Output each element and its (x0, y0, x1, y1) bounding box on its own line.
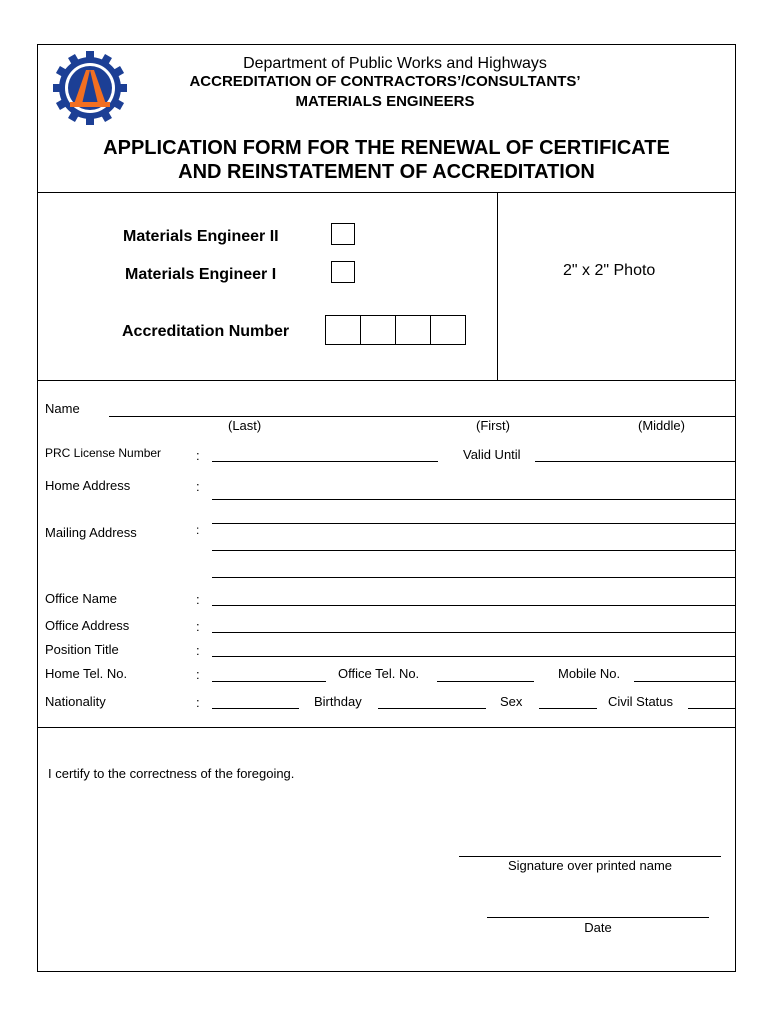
home-address-label: Home Address (45, 478, 131, 493)
me1-checkbox[interactable] (331, 261, 355, 283)
divider-header (37, 192, 736, 193)
name-field[interactable] (109, 416, 736, 417)
mailing-address-field[interactable] (212, 550, 736, 551)
position-title-label: Position Title (45, 642, 119, 657)
divider-fields (37, 727, 736, 728)
office-address-field[interactable] (212, 632, 736, 633)
acc-digit-cell[interactable] (396, 316, 431, 344)
me2-checkbox[interactable] (331, 223, 355, 245)
office-name-label: Office Name (45, 591, 118, 606)
date-line[interactable] (487, 917, 709, 918)
colon: : (196, 448, 200, 463)
me1-label: Materials Engineer I (125, 266, 277, 283)
divider-category (37, 380, 736, 381)
signature-caption: Signature over printed name (507, 858, 673, 873)
birthday-label: Birthday (314, 694, 362, 709)
position-title-field[interactable] (212, 656, 736, 657)
photo-placeholder: 2" x 2" Photo (563, 262, 656, 279)
civil-status-label: Civil Status (608, 694, 674, 709)
department-name: Department of Public Works and Highways (243, 55, 547, 72)
me2-label: Materials Engineer II (123, 228, 279, 245)
middle-name-caption: (Middle) (638, 418, 685, 433)
name-label: Name (45, 401, 80, 416)
form-title-line1: APPLICATION FORM FOR THE RENEWAL OF CERTIFICATE (103, 137, 670, 159)
mobile-label: Mobile No. (558, 666, 621, 681)
colon: : (196, 523, 200, 537)
accreditation-number-label: Accreditation Number (122, 323, 290, 340)
first-name-caption: (First) (476, 418, 510, 433)
office-tel-field[interactable] (437, 681, 534, 682)
birthday-field[interactable] (378, 708, 486, 709)
signature-line[interactable] (459, 856, 721, 857)
home-address-field[interactable] (212, 499, 736, 500)
dpwh-logo (52, 50, 128, 126)
sex-label: Sex (500, 694, 523, 709)
prc-label: PRC License Number (45, 446, 162, 460)
office-tel-label: Office Tel. No. (338, 666, 420, 681)
acc-digit-cell[interactable] (431, 316, 465, 344)
acc-digit-cell[interactable] (361, 316, 396, 344)
accreditation-number-field[interactable] (325, 315, 466, 345)
divider-photo (497, 192, 498, 380)
mailing-address-label: Mailing Address (45, 525, 137, 540)
mailing-address-field-2[interactable] (212, 577, 736, 578)
colon: : (196, 667, 200, 682)
office-address-label: Office Address (45, 618, 130, 633)
colon: : (196, 695, 200, 710)
colon: : (196, 479, 200, 494)
colon: : (196, 619, 200, 634)
form-title-line2: AND REINSTATEMENT OF ACCREDITATION (178, 161, 595, 183)
prc-field[interactable] (212, 461, 438, 462)
accreditation-heading: ACCREDITATION OF CONTRACTORS’/CONSULTANTS’ (189, 73, 581, 90)
home-address-field-2[interactable] (212, 523, 736, 524)
home-tel-label: Home Tel. No. (45, 666, 128, 681)
last-name-caption: (Last) (228, 418, 262, 433)
nationality-label: Nationality (45, 694, 106, 709)
sex-field[interactable] (539, 708, 597, 709)
mobile-field[interactable] (634, 681, 736, 682)
date-caption: Date (584, 920, 612, 935)
materials-engineers-heading: MATERIALS ENGINEERS (295, 93, 475, 110)
civil-status-field[interactable] (688, 708, 736, 709)
colon: : (196, 643, 200, 658)
home-tel-field[interactable] (212, 681, 326, 682)
office-name-field[interactable] (212, 605, 736, 606)
certification-statement: I certify to the correctness of the foregoing. (48, 766, 295, 781)
valid-until-label: Valid Until (463, 447, 521, 462)
acc-digit-cell[interactable] (326, 316, 361, 344)
valid-until-field[interactable] (535, 461, 736, 462)
colon: : (196, 592, 200, 607)
nationality-field[interactable] (212, 708, 299, 709)
